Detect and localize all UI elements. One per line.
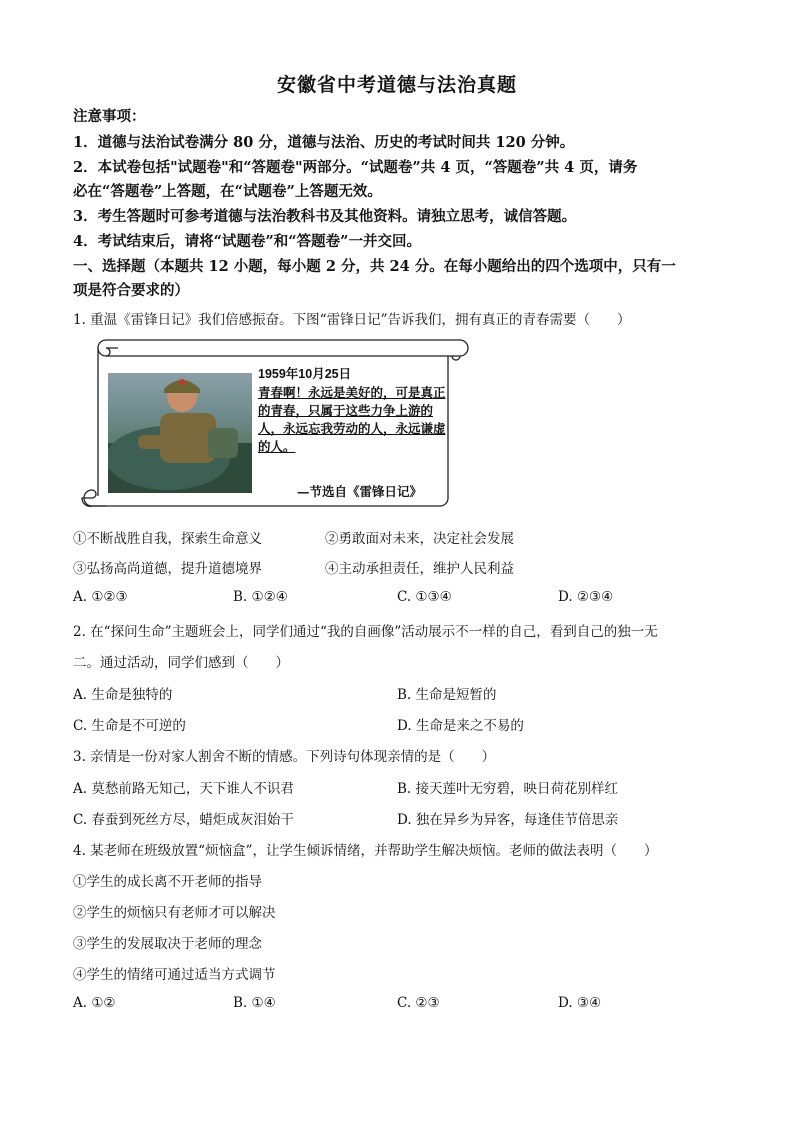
q1-statement: ②勇敢面对未来，决定社会发展 <box>325 531 514 547</box>
q3-option-c[interactable]: C. 春蚕到死丝方尽，蜡炬成灰泪始干 <box>73 812 294 828</box>
diary-source: —节选自《雷锋日记》 <box>297 484 423 499</box>
note-item: 必在“答题卷”上答题，在“试题卷”上答题无效。 <box>73 183 382 200</box>
q1-option-c[interactable]: C. ①③④ <box>397 589 452 605</box>
q4-option-d[interactable]: D. ③④ <box>558 995 602 1011</box>
diary-date: 1959年10月25日 <box>258 367 352 381</box>
q3-option-b[interactable]: B. 接天莲叶无穷碧，映日荷花别样红 <box>397 781 619 797</box>
q1-statement: ④主动承担责任，维护人民利益 <box>325 561 514 577</box>
note-item: 2．本试卷包括"试题卷"和“答题卷"两部分。“试题卷”共 4 页，“答题卷”共 4 页，请务 <box>73 159 638 176</box>
section-heading-cont: 项是符合要求的） <box>73 282 189 299</box>
q2-option-c[interactable]: C. 生命是不可逆的 <box>73 718 186 734</box>
diary-quote <box>258 384 446 456</box>
question-2-stem-cont: 二。通过活动，同学们感到（ ） <box>73 655 289 671</box>
question-4-stem: 4. 某老师在班级放置“烦恼盒”，让学生倾诉情绪，并帮助学生解决烦恼。老师的做法表明（ ） <box>73 843 658 859</box>
leifeng-photo <box>108 373 252 493</box>
notes-heading: 注意事项： <box>73 108 146 125</box>
q4-statement: ③学生的发展取决于老师的理念 <box>73 936 262 952</box>
leifeng-diary-figure <box>72 336 470 512</box>
q1-option-b[interactable]: B. ①②④ <box>233 589 288 605</box>
q4-statement: ④学生的情绪可通过适当方式调节 <box>73 967 276 983</box>
note-item: 4．考试结束后，请将“试题卷”和“答题卷”一并交回。 <box>73 233 421 250</box>
q1-option-a[interactable]: A. ①②③ <box>73 589 128 605</box>
question-3-stem: 3. 亲情是一份对家人割舍不断的情感。下列诗句体现亲情的是（ ） <box>73 749 496 765</box>
q4-option-a[interactable]: A. ①② <box>73 995 116 1011</box>
q4-statement: ②学生的烦恼只有老师才可以解决 <box>73 905 276 921</box>
question-2-stem: 2. 在“探问生命”主题班会上，同学们通过“我的自画像”活动展示不一样的自己，看到自己的独一无 <box>73 624 658 640</box>
q1-option-d[interactable]: D. ②③④ <box>558 589 614 605</box>
q4-statement: ①学生的成长离不开老师的指导 <box>73 874 262 890</box>
page-title: 安徽省中考道德与法治真题 <box>276 74 517 96</box>
q4-option-b[interactable]: B. ①④ <box>233 995 276 1011</box>
q2-option-b[interactable]: B. 生命是短暂的 <box>397 687 497 703</box>
q2-option-a[interactable]: A. 生命是独特的 <box>73 687 173 703</box>
section-heading: 一、选择题（本题共 12 小题，每小题 2 分，共 24 分。在每小题给出的四个选项中，只有一 <box>73 258 676 275</box>
note-item: 1．道德与法治试卷满分 80 分，道德与法治、历史的考试时间共 120 分钟。 <box>73 134 575 151</box>
q1-statement: ③弘扬高尚道德，提升道德境界 <box>73 561 262 577</box>
q2-option-d[interactable]: D. 生命是来之不易的 <box>397 718 524 734</box>
note-item: 3．考生答题时可参考道德与法治教科书及其他资料。请独立思考，诚信答题。 <box>73 208 577 225</box>
question-1-stem: 1. 重温《雷锋日记》我们倍感振奋。下图“雷锋日记”告诉我们，拥有真正的青春需要（ ） <box>73 312 631 328</box>
q3-option-a[interactable]: A. 莫愁前路无知己，天下谁人不识君 <box>73 781 294 797</box>
q4-option-c[interactable]: C. ②③ <box>397 995 440 1011</box>
diary-quote-text: 青春啊！永远是美好的，可是真正的青春，只属于这些力争上游的人，永远忘我劳动的人，永远谦虚的人。 <box>258 385 446 454</box>
q3-option-d[interactable]: D. 独在异乡为异客，每逢佳节倍思亲 <box>397 812 619 828</box>
q1-statement: ①不断战胜自我，探索生命意义 <box>73 531 262 547</box>
